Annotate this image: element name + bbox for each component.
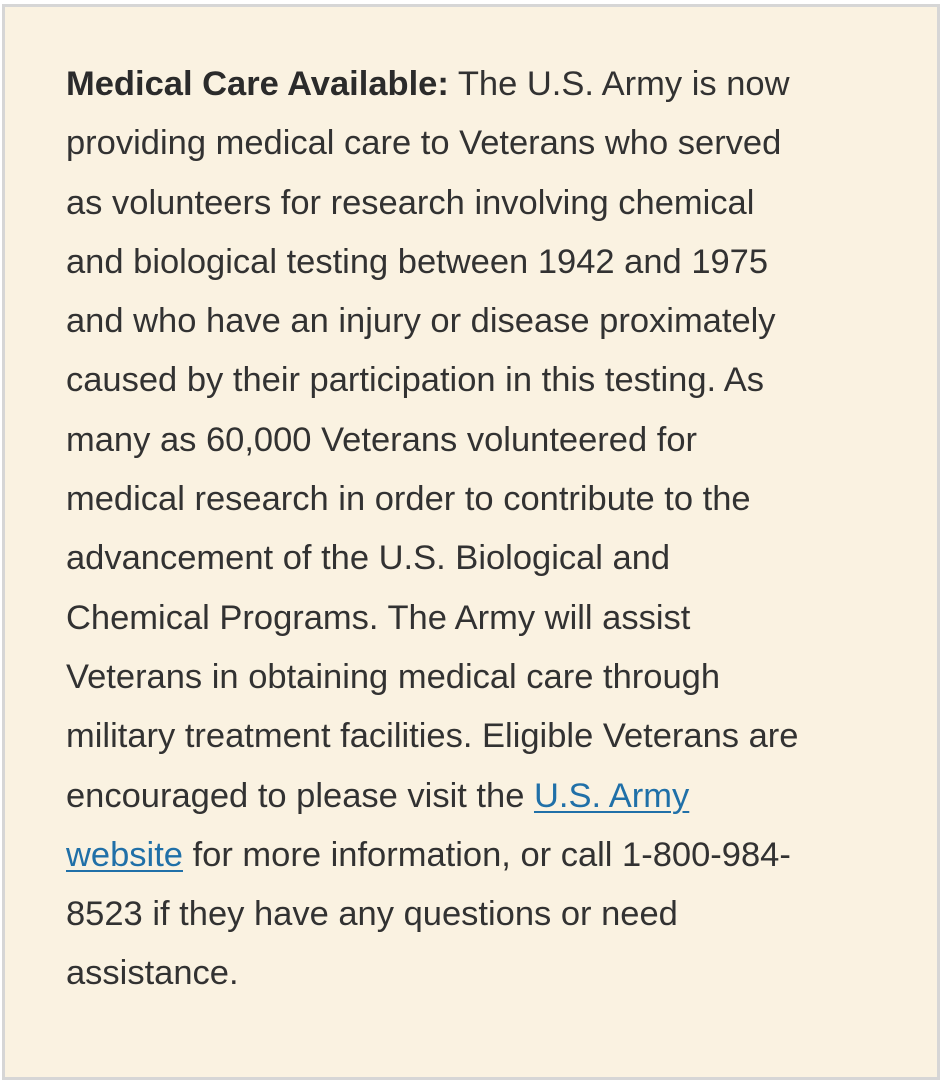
- notice-text-line: 8523 if they have any questions or need: [66, 895, 678, 934]
- notice-text-line: many as 60,000 Veterans volunteered for: [66, 420, 697, 459]
- notice-text-line: for more information, or call 1-800-984-: [192, 835, 791, 874]
- notice-text-line: and biological testing between 1942 and 1975: [66, 242, 769, 281]
- notice-text-line: medical research in order to contribute to the: [66, 480, 751, 519]
- notice-paragraph: [66, 55, 928, 1004]
- notice-text-line: and who have an injury or disease proximately: [66, 302, 776, 341]
- notice-text-line: assistance.: [66, 954, 239, 993]
- notice-text-line: Chemical Programs. The Army will assist: [66, 598, 691, 637]
- medical-care-notice: [2, 4, 940, 1080]
- notice-text-line: advancement of the U.S. Biological and: [66, 539, 671, 578]
- notice-text-line: military treatment facilities. Eligible Veterans are: [66, 717, 799, 756]
- notice-label: Medical Care Available:: [66, 65, 449, 103]
- notice-text-line: encouraged to please visit the: [66, 776, 525, 815]
- notice-text-line: The U.S. Army is now: [457, 65, 790, 103]
- army-website-link-text[interactable]: U.S. Army: [533, 776, 690, 815]
- army-website-link-text[interactable]: website: [66, 835, 183, 874]
- notice-text-line: as volunteers for research involving chemical: [66, 183, 755, 222]
- notice-text-line: caused by their participation in this testing. As: [66, 361, 765, 400]
- notice-text-line: Veterans in obtaining medical care through: [66, 657, 721, 696]
- notice-text-line: providing medical care to Veterans who served: [66, 124, 782, 163]
